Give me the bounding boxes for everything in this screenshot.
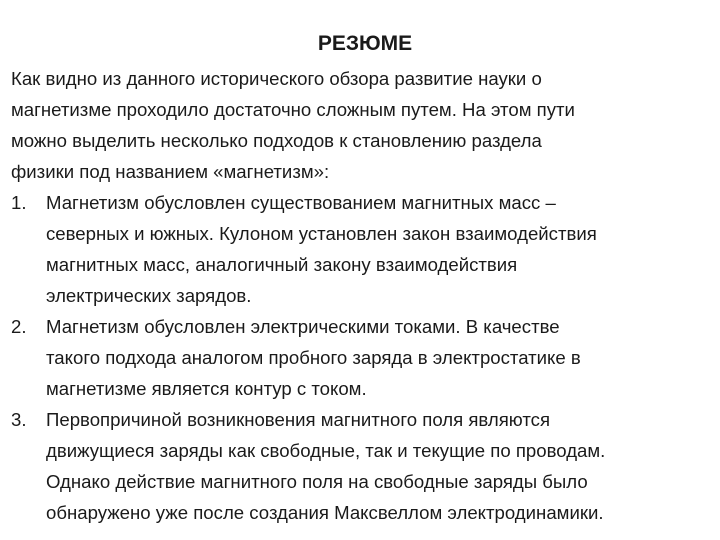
intro-line: магнетизме проходило достаточно сложным путем. На этом пути [11,99,575,120]
list-item-line: магнетизме является контур с током. [46,378,367,399]
list-item-line: обнаружено уже после создания Максвеллом электродинамики. [46,502,604,523]
page-title: РЕЗЮМЕ [317,32,413,55]
list-item-line: северных и южных. Кулоном установлен закон взаимодействия [46,223,597,244]
intro-line: физики под названием «магнетизм»: [11,161,330,182]
list-item-number: 1. [11,192,27,213]
list-item-line: Магнетизм обусловлен электрическими токами. В качестве [46,316,560,337]
intro-line: можно выделить несколько подходов к становлению раздела [11,130,542,151]
list-item-line: движущиеся заряды как свободные, так и текущие по проводам. [46,440,606,461]
list-item-line: Первопричиной возникновения магнитного поля являются [46,409,551,430]
intro-line: Как видно из данного исторического обзора развитие науки о [11,68,542,89]
list-item-line: Однако действие магнитного поля на свободные заряды было [46,471,588,492]
list-item-line: магнитных масс, аналогичный закону взаимодействия [46,254,518,275]
list-item-number: 2. [11,316,27,337]
list-item-line: электрических зарядов. [46,285,252,306]
list-item-number: 3. [11,409,27,430]
list-item-line: такого подхода аналогом пробного заряда в электростатике в [46,347,581,368]
list-item-line: Магнетизм обусловлен существованием магнитных масс – [46,192,556,213]
